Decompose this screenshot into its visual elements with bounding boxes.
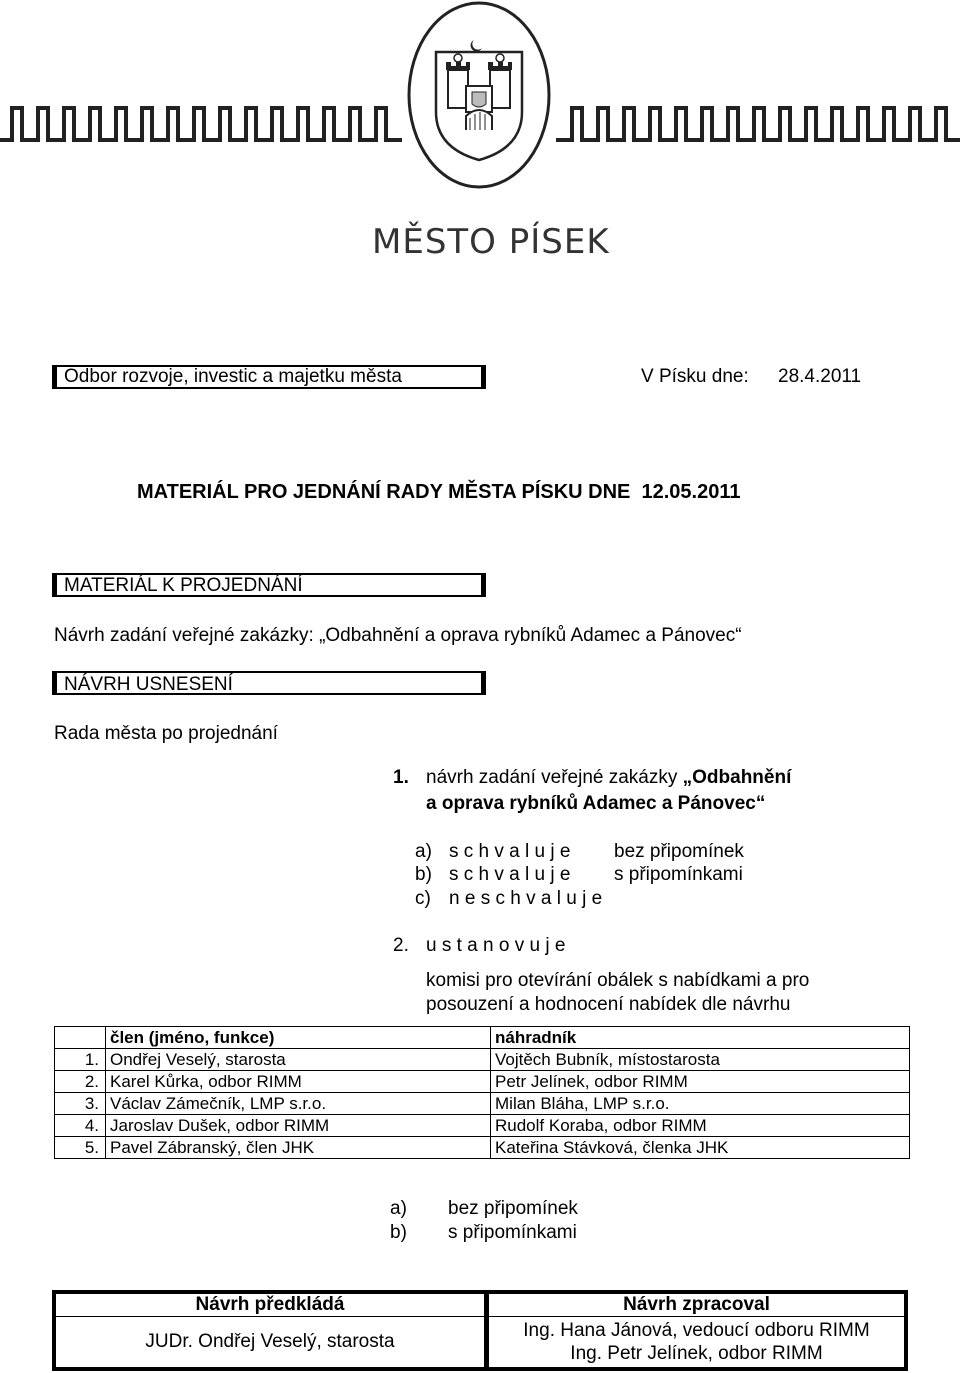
option-b-note: s připomínkami bbox=[614, 864, 743, 885]
row-member: Jaroslav Dušek, odbor RIMM bbox=[106, 1115, 491, 1137]
item1-line2: a oprava rybníků Adamec a Pánovec“ bbox=[426, 793, 766, 814]
prepared-by-label: Návrh zpracoval bbox=[487, 1292, 907, 1317]
item1-number: 1. bbox=[393, 767, 409, 788]
council-text: Rada města po projednání bbox=[54, 723, 278, 744]
table-row bbox=[55, 1115, 910, 1137]
approval-a-text: bez připomínek bbox=[448, 1198, 578, 1219]
row-substitute: Petr Jelínek, odbor RIMM bbox=[491, 1071, 910, 1093]
item1-line1 bbox=[426, 767, 791, 789]
row-member: Pavel Zábranský, člen JHK bbox=[106, 1137, 491, 1159]
footer-content-row bbox=[54, 1317, 906, 1369]
option-a-letter: a) bbox=[415, 841, 432, 862]
table-header-member: člen (jméno, funkce) bbox=[106, 1027, 491, 1049]
row-number: 3. bbox=[55, 1093, 106, 1115]
row-number: 4. bbox=[55, 1115, 106, 1137]
members-table bbox=[54, 1026, 910, 1159]
row-number: 1. bbox=[55, 1049, 106, 1071]
table-header-row bbox=[55, 1027, 910, 1049]
option-c-letter: c) bbox=[415, 888, 431, 909]
department-label: Odbor rozvoje, investic a majetku města bbox=[64, 366, 402, 387]
row-member: Karel Kůrka, odbor RIMM bbox=[106, 1071, 491, 1093]
material-text: Návrh zadání veřejné zakázky: „Odbahnění a oprava rybníků Adamec a Pánovec“ bbox=[54, 625, 742, 646]
date-label: V Písku dne: bbox=[641, 366, 749, 387]
material-heading: MATERIÁL K PROJEDNÁNÍ bbox=[64, 575, 303, 596]
item2-number: 2. bbox=[393, 935, 409, 956]
city-name: MĚSTO PÍSEK bbox=[372, 222, 610, 262]
wall-line-right bbox=[556, 108, 960, 140]
item2-verb: u s t a n o v u j e bbox=[426, 935, 566, 956]
row-number: 5. bbox=[55, 1137, 106, 1159]
row-substitute: Kateřina Stávková, členka JHK bbox=[491, 1137, 910, 1159]
table-row bbox=[55, 1071, 910, 1093]
resolution-heading: NÁVRH USNESENÍ bbox=[64, 674, 233, 695]
row-substitute: Rudolf Koraba, odbor RIMM bbox=[491, 1115, 910, 1137]
coat-of-arms-icon bbox=[409, 3, 549, 187]
prepared-by-line-2: Ing. Petr Jelínek, odbor RIMM bbox=[570, 1342, 823, 1364]
option-b-letter: b) bbox=[415, 864, 432, 885]
option-c-verb: n e s c h v a l u j e bbox=[449, 888, 603, 909]
item2-line2: posouzení a hodnocení nabídek dle návrhu bbox=[426, 994, 791, 1015]
table-header-num bbox=[55, 1027, 106, 1049]
main-title: MATERIÁL PRO JEDNÁNÍ RADY MĚSTA PÍSKU DNE 12.05.2011 bbox=[137, 481, 741, 503]
prepared-by-line-1: Ing. Hana Jánová, vedoucí odboru RIMM bbox=[523, 1319, 870, 1341]
item1-line1-text: návrh zadání veřejné zakázky bbox=[426, 767, 683, 788]
row-number: 2. bbox=[55, 1071, 106, 1093]
table-header-substitute: náhradník bbox=[491, 1027, 910, 1049]
option-b-verb: s c h v a l u j e bbox=[449, 864, 571, 885]
row-member: Ondřej Veselý, starosta bbox=[106, 1049, 491, 1071]
option-a-note: bez připomínek bbox=[614, 841, 744, 862]
table-row bbox=[55, 1093, 910, 1115]
table-row bbox=[55, 1137, 910, 1159]
footer-header-row bbox=[54, 1292, 906, 1317]
submitted-by: JUDr. Ondřej Veselý, starosta bbox=[54, 1317, 487, 1369]
item1-line1-bold: „Odbahnění bbox=[682, 767, 792, 788]
date-value: 28.4.2011 bbox=[778, 366, 862, 387]
prepared-by bbox=[487, 1317, 907, 1369]
approval-a-letter: a) bbox=[390, 1198, 407, 1219]
wall-line-left bbox=[0, 108, 402, 140]
row-member: Václav Zámečník, LMP s.r.o. bbox=[106, 1093, 491, 1115]
approval-b-text: s připomínkami bbox=[448, 1222, 577, 1243]
option-a-verb: s c h v a l u j e bbox=[449, 841, 571, 862]
table-row bbox=[55, 1049, 910, 1071]
footer-table bbox=[52, 1290, 908, 1371]
submitted-by-label: Návrh předkládá bbox=[54, 1292, 487, 1317]
item2-line1: komisi pro otevírání obálek s nabídkami a pro bbox=[426, 970, 810, 991]
row-substitute: Vojtěch Bubník, místostarosta bbox=[491, 1049, 910, 1071]
approval-b-letter: b) bbox=[390, 1222, 407, 1243]
row-substitute: Milan Bláha, LMP s.r.o. bbox=[491, 1093, 910, 1115]
